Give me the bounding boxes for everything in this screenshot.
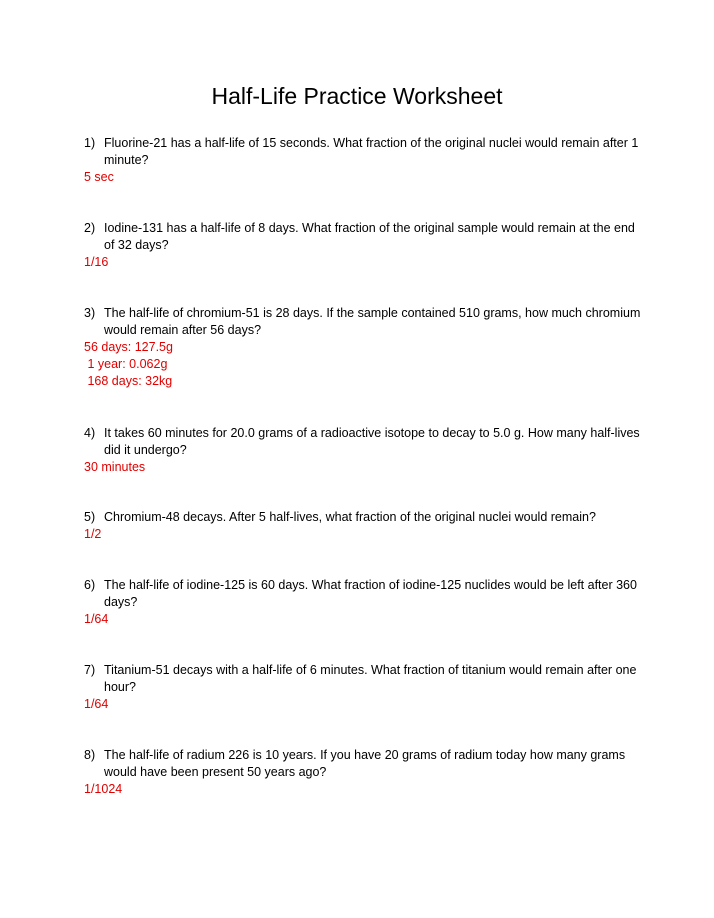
question-number: 3) (84, 306, 96, 320)
question-text: The half-life of iodine-125 is 60 days. What fraction of iodine-125 nuclides would be left after 360 days? (104, 578, 637, 609)
question-number: 6) (84, 578, 96, 592)
answer-text: 56 days: 127.5g (84, 340, 173, 354)
question-text: The half-life of radium 226 is 10 years. If you have 20 grams of radium today how many grams would have been present 50 years ago? (104, 748, 626, 779)
answer-text: 1/64 (84, 697, 109, 711)
question-6 (84, 577, 644, 628)
question-number: 5) (84, 510, 96, 524)
question-2 (84, 220, 644, 271)
question-text: Chromium-48 decays. After 5 half-lives, what fraction of the original nuclei would remain? (104, 510, 596, 524)
question-number: 8) (84, 748, 96, 762)
answer-text: 1 year: 0.062g (84, 357, 168, 371)
question-7 (84, 662, 644, 713)
question-text: Titanium-51 decays with a half-life of 6 minutes. What fraction of titanium would remain after one hour? (104, 663, 637, 694)
answer-text: 5 sec (84, 170, 114, 184)
question-5 (84, 509, 644, 543)
question-number: 4) (84, 426, 96, 440)
page-title: Half-Life Practice Worksheet (211, 83, 503, 109)
question-text: Fluorine-21 has a half-life of 15 seconds. What fraction of the original nuclei would remain after 1 minute? (104, 136, 639, 167)
question-number: 2) (84, 221, 96, 235)
question-8 (84, 747, 644, 798)
question-4 (84, 425, 644, 476)
answer-text: 1/64 (84, 612, 109, 626)
question-1 (84, 135, 644, 186)
answer-text: 168 days: 32kg (84, 374, 173, 388)
question-number: 1) (84, 136, 96, 150)
question-text: Iodine-131 has a half-life of 8 days. What fraction of the original sample would remain at the end of 32 days? (104, 221, 635, 252)
question-number: 7) (84, 663, 96, 677)
question-text: It takes 60 minutes for 20.0 grams of a radioactive isotope to decay to 5.0 g. How many half-lives did it undergo? (104, 426, 640, 457)
answer-text: 30 minutes (84, 460, 146, 474)
question-text: The half-life of chromium-51 is 28 days. If the sample contained 510 grams, how much chromium would remain after 56 days? (104, 306, 641, 337)
question-3 (84, 305, 644, 390)
answer-text: 1/2 (84, 527, 102, 541)
answer-text: 1/16 (84, 255, 109, 269)
answer-text: 1/1024 (84, 782, 123, 796)
